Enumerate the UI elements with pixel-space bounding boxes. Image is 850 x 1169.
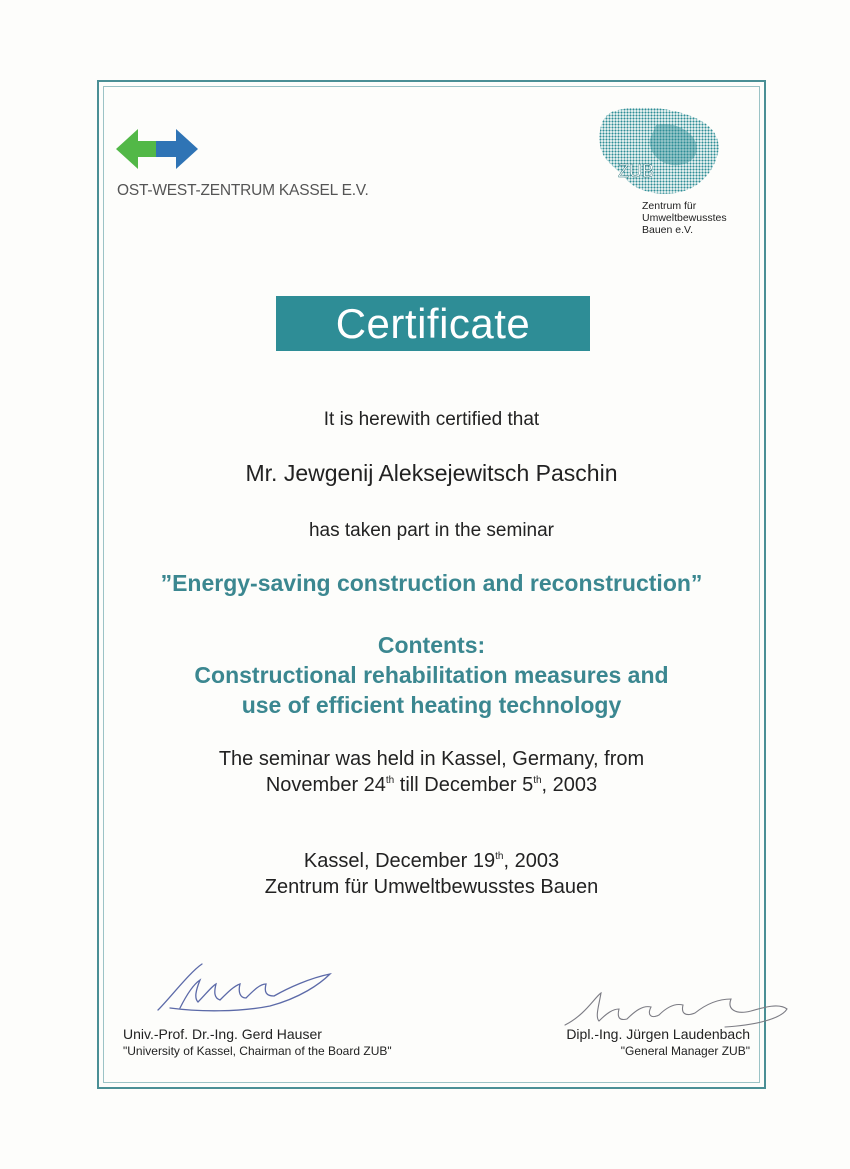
seminar-date-range: November 24th till December 5th, 2003 [265,774,598,796]
ost-west-arrows-logo [116,127,216,171]
signatory-right-name: Dipl.-Ing. Jürgen Laudenbach [566,1026,750,1042]
signatory-left-name: Univ.-Prof. Dr.-Ing. Gerd Hauser [123,1026,322,1042]
issuer-name: Zentrum für Umweltbewusstes Bauen [264,876,599,898]
certified-statement: It is herewith certified that [323,409,540,430]
issue-date: Kassel, December 19th, 2003 [303,850,560,872]
seminar-location-line: The seminar was held in Kassel, Germany, from [218,748,645,770]
seminar-contents [97,630,766,720]
svg-text:ZUB: ZUB [618,161,654,181]
signatory-right-role: "General Manager ZUB" [620,1044,750,1058]
contents-line-2: use of efficient heating technology [241,692,622,718]
certificate-title-banner [276,296,590,351]
certificate-title: Certificate [335,299,531,347]
contents-label: Contents: [377,632,486,658]
signature-left [150,958,350,1018]
signatory-right [480,1026,750,1060]
signatory-left-role: "University of Kassel, Chairman of the Board ZUB" [123,1044,392,1058]
issue-place-date [97,848,766,900]
zub-logo [596,105,724,197]
seminar-dates [97,746,766,798]
ost-west-org-name: OST-WEST-ZENTRUM KASSEL E.V. [117,182,369,199]
participation-statement: has taken part in the seminar [308,520,555,541]
signatory-left [123,1026,392,1060]
seminar-title: ”Energy-saving construction and reconstruction” [160,570,703,596]
recipient-name: Mr. Jewgenij Aleksejewitsch Paschin [245,460,618,486]
zub-org-name: Zentrum für Umweltbewusstes Bauen e.V. [642,200,727,236]
contents-line-1: Constructional rehabilitation measures and [194,662,669,688]
